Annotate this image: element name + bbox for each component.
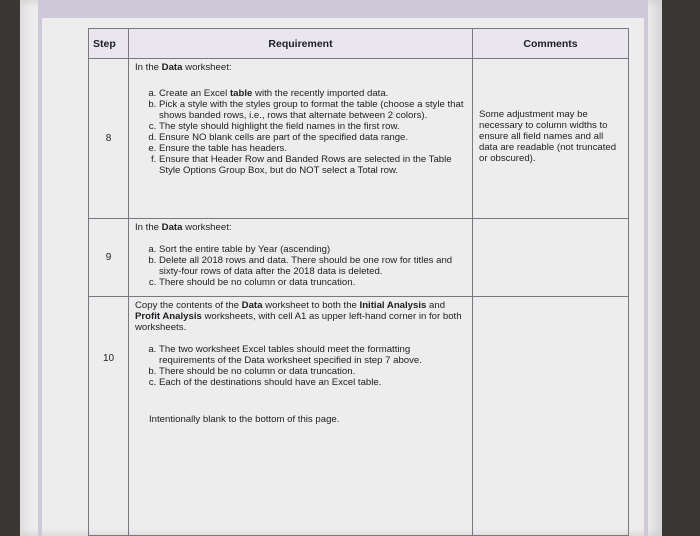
step-number: 8: [89, 59, 129, 219]
step-number: 9: [89, 219, 129, 297]
header-requirement: Requirement: [129, 29, 473, 59]
list-item: a. The two worksheet Excel tables should meet the formatting requirements of the Data worksheet specified in step 7 above.: [159, 344, 468, 366]
list-item: a. Sort the entire table by Year (ascending): [159, 244, 468, 255]
intentionally-blank-note: Intentionally blank to the bottom of this page.: [149, 414, 340, 425]
list-item: b. There should be no column or data truncation.: [159, 366, 468, 377]
requirement-list: [135, 344, 468, 388]
list-item: b. Delete all 2018 rows and data. There should be one row for titles and sixty-four rows of data after the 2018 data is deleted.: [159, 255, 468, 277]
list-item: e. Ensure the table has headers.: [159, 143, 468, 154]
table-row: [89, 219, 629, 297]
list-item: d. Ensure NO blank cells are part of the specified data range.: [159, 132, 468, 143]
step-number: 10: [89, 297, 129, 536]
page-frame-top: [38, 0, 648, 18]
list-item: b. Pick a style with the styles group to format the table (choose a style that shows banded rows, i.e., rows that alternate between 2 colors).: [159, 99, 468, 121]
requirement-list: [135, 244, 468, 288]
requirement-intro: In the Data worksheet:: [135, 222, 232, 233]
requirement-list: [135, 88, 468, 176]
comment-cell: [473, 219, 629, 297]
list-item: c. The style should highlight the field names in the first row.: [159, 121, 468, 132]
page-frame-left: [38, 0, 42, 536]
list-item: c. Each of the destinations should have an Excel table.: [159, 377, 468, 388]
table-row: [89, 297, 629, 536]
list-item: a. Create an Excel table with the recently imported data.: [159, 88, 468, 99]
page-frame-right: [644, 0, 648, 536]
requirement-intro: Copy the contents of the Data worksheet to both the Initial Analysis and Profit Analysis worksheets, with cell A1 as upper left-hand corner in for both worksheets.: [135, 300, 462, 333]
comment-cell: Some adjustment may be necessary to column widths to ensure all field names and all data are readable (not truncated or obscured).: [473, 59, 629, 219]
header-step: Step: [89, 29, 129, 59]
header-row: [89, 29, 629, 59]
requirements-table: [88, 28, 629, 536]
requirement-cell: [129, 59, 473, 219]
requirement-intro: In the Data worksheet:: [135, 62, 232, 73]
table-row: [89, 59, 629, 219]
comment-cell: [473, 297, 629, 536]
list-item: c. There should be no column or data truncation.: [159, 277, 468, 288]
header-comments: Comments: [473, 29, 629, 59]
requirement-cell: [129, 219, 473, 297]
list-item: f. Ensure that Header Row and Banded Rows are selected in the Table Style Options Group Box, but do NOT select a Total row.: [159, 154, 468, 176]
requirement-cell: [129, 297, 473, 536]
